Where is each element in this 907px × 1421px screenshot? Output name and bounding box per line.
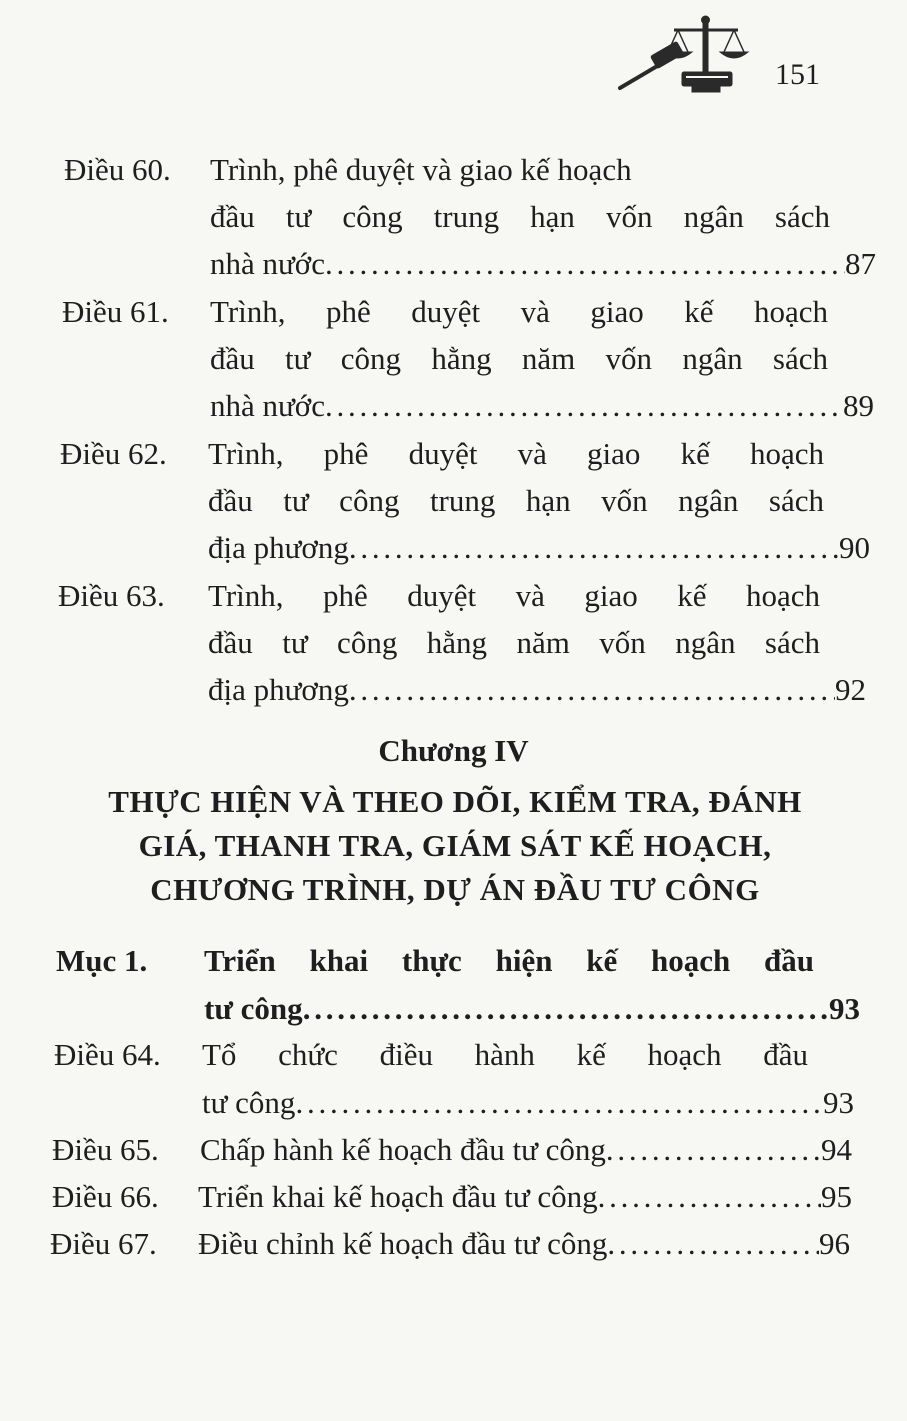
toc-page-number: 89 [843, 388, 874, 423]
toc-entry-label: Điều 64. [54, 1037, 161, 1072]
page-number: 151 [775, 58, 820, 91]
toc-page-number: 94 [821, 1132, 852, 1167]
toc-entry-leader-line: nhà nước . . . 87 [210, 241, 876, 287]
toc-entry-label: Điều 63. [58, 578, 165, 613]
chapter-title-line: THỰC HIỆN VÀ THEO DÕI, KIỂM TRA, ĐÁNH [108, 784, 802, 819]
toc-entry-label: Điều 61. [62, 294, 169, 329]
toc-entry-leader-line: Chấp hành kế hoạch đầu tư công . . . 94 [200, 1127, 852, 1173]
toc-entry-line: Trình, phê duyệt và giao kế hoạch [208, 578, 820, 613]
toc-page-number: 87 [845, 246, 876, 281]
toc-entry-line: Trình, phê duyệt và giao kế hoạch [210, 152, 632, 187]
toc-entry-label: Điều 60. [64, 152, 171, 187]
toc-page-number: 90 [839, 530, 870, 565]
toc-entry-line: Trình, phê duyệt và giao kế hoạch [208, 436, 824, 471]
toc-entry-label: Điều 67. [50, 1226, 157, 1261]
section-line: Triển khai thực hiện kế hoạch đầu [204, 943, 814, 978]
toc-entry-label: Điều 62. [60, 436, 167, 471]
toc-entry-leader-line: địa phương . . . 92 [208, 667, 866, 713]
toc-entry-leader-line: nhà nước . . . 89 [210, 383, 874, 429]
toc-entry-leader-line: tư công . . . 93 [202, 1080, 854, 1126]
section-leader-line: tư công . . . 93 [204, 986, 860, 1032]
toc-page-number: 93 [829, 991, 860, 1026]
toc-entry-line: đầu tư công trung hạn vốn ngân sách [210, 199, 830, 234]
toc-entry-label: Điều 65. [52, 1132, 159, 1167]
chapter-title-line: CHƯƠNG TRÌNH, DỰ ÁN ĐẦU TƯ CÔNG [150, 872, 760, 907]
toc-page-number: 96 [819, 1226, 850, 1261]
toc-entry-label: Điều 66. [52, 1179, 159, 1214]
chapter-title [60, 780, 850, 912]
toc-entry-line: đầu tư công hằng năm vốn ngân sách [210, 341, 828, 376]
toc-entry-line: đầu tư công trung hạn vốn ngân sách [208, 483, 824, 518]
toc-page-number: 93 [823, 1085, 854, 1120]
chapter-title-line: GIÁ, THANH TRA, GIÁM SÁT KẾ HOẠCH, [138, 828, 772, 863]
toc-entry-line: Trình, phê duyệt và giao kế hoạch [210, 294, 828, 329]
toc-entry-line: Tổ chức điều hành kế hoạch đầu [202, 1037, 808, 1072]
toc-page-number: 95 [821, 1179, 852, 1214]
toc-entry-line: đầu tư công hằng năm vốn ngân sách [208, 625, 820, 660]
section-label: Mục 1. [56, 943, 148, 978]
toc-entry-leader-line: địa phương . . . 90 [208, 525, 870, 571]
chapter-label: Chương IV [378, 733, 529, 768]
toc-entry-leader-line: Điều chỉnh kế hoạch đầu tư công . . . 96 [198, 1221, 850, 1267]
toc-page-number: 92 [835, 672, 866, 707]
scales-gavel-icon [612, 12, 762, 94]
toc-entry-leader-line: Triển khai kế hoạch đầu tư công . . . 95 [198, 1174, 852, 1220]
